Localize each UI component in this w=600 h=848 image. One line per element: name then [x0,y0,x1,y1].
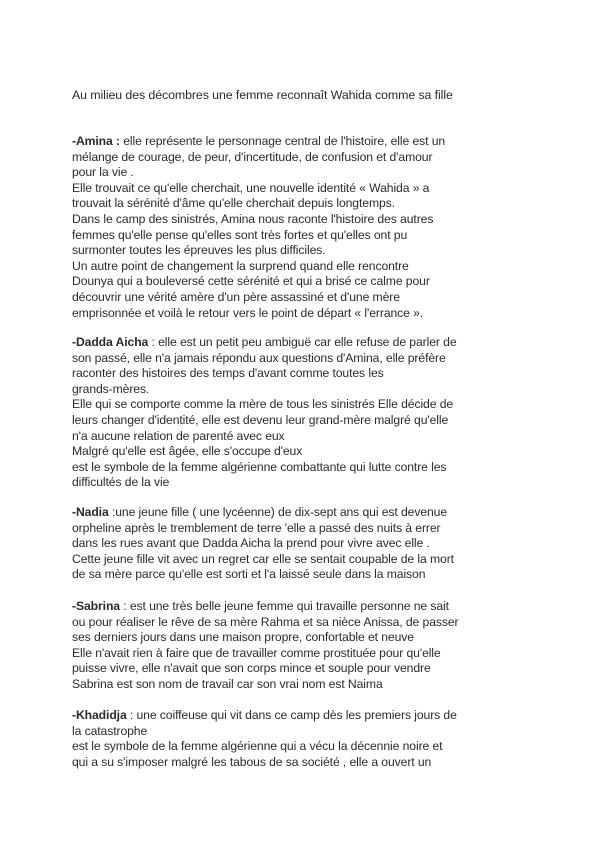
text-line: Elle n'avait rien à faire que de travailler comme prostituée pour qu'elle [72,645,441,660]
text-line: leurs changer d'identité, elle est devenu leur grand-mère malgré qu'elle [72,412,449,427]
character-name: -Nadia [72,505,109,519]
text-line: : est une très belle jeune femme qui travaille personne ne sait [119,599,449,613]
text-line: dans les rues avant que Dadda Aicha la prend pour vivre avec elle . [72,536,430,551]
text-line: n'a aucune relation de parenté avec eux [72,428,285,443]
text-line: Sabrina est son nom de travail car son vrai nom est Naima [72,676,383,691]
section-first-line [72,505,532,521]
text-line: grands-mères. [72,381,150,396]
text-line: surmonter toutes les épreuves les plus difficiles. [72,243,326,258]
text-line: femmes qu'elle pense qu'elles sont très fortes et qu'elles ont pu [72,227,408,242]
text-line: Un autre point de changement la surprend quand elle rencontre [72,258,409,273]
text-line: Elle qui se comporte comme la mère de tous les sinistrés Elle décide de [72,397,454,412]
text-line: ou pour réaliser le rêve de sa mère Rahma et sa nièce Anissa, de passer [72,614,459,629]
text-line: la catastrophe [72,723,148,738]
text-line: emprisonnée et voilà le retour vers le point de départ « l'errance ». [72,305,424,320]
character-name: -Sabrina [72,599,120,613]
text-line: qui a su s'imposer malgré les tabous de sa société , elle a ouvert un [72,754,432,769]
text-line: Elle trouvait ce qu'elle cherchait, une nouvelle identité « Wahida » a [72,180,430,195]
text-line: :une jeune fille ( une lycéenne) de dix-sept ans qui est devenue [108,505,448,519]
text-line: : une coiffeuse qui vit dans ce camp dès les premiers jours de [126,708,457,722]
section-first-line [72,134,532,150]
text-line: mélange de courage, de peur, d'incertitude, de confusion et d'amour [72,149,433,164]
text-line: de sa mère parce qu'elle est sorti et l'a laissé seule dans la maison [72,567,426,582]
character-name: -Dadda Aicha [72,335,149,349]
text-line: pour la vie . [72,165,134,180]
section-nadia [72,505,532,583]
text-line: Malgré qu'elle est âgée, elle s'occupe d'eux [72,444,303,459]
text-line: : elle est un petit peu ambiguë car elle refuse de parler de [148,335,457,349]
text-line: difficultés de la vie [72,475,170,490]
text-line: Dans le camp des sinistrés, Amina nous raconte l'histoire des autres [72,211,434,226]
text-line: ses derniers jours dans une maison propre, confortable et neuve [72,630,414,645]
section-first-line [72,335,532,351]
text-line: elle représente le personnage central de l'histoire, elle est un [119,134,446,148]
character-name: -Khadidja [72,708,127,722]
text-line: trouvait la sérénité d'âme qu'elle cherchait depuis longtemps. [72,196,395,211]
section-khadidja [72,708,532,770]
text-line: Cette jeune fille vit avec un regret car elle se sentait coupable de la mort [72,551,454,566]
section-dadda-aicha [72,335,532,491]
text-line: son passé, elle n'a jamais répondu aux questions d'Amina, elle préfère [72,350,446,365]
character-name: -Amina : [72,134,120,148]
text-line: puisse vivre, elle n'avait que son corps mince et souple pour vendre [72,661,431,676]
text-line: est le symbole de la femme algérienne qui a vécu la décennie noire et [72,739,443,754]
section-sabrina [72,599,532,693]
text-line: est le symbole de la femme algérienne combattante qui lutte contre les [72,459,447,474]
text-line: orpheline après le tremblement de terre 'elle a passé des nuits à errer [72,520,441,535]
section-first-line [72,708,532,724]
section-first-line [72,599,532,615]
text-line: raconter des histoires des temps d'avant comme toutes les [72,366,384,381]
page-title: Au milieu des décombres une femme reconnaît Wahida comme sa fille [72,88,453,102]
text-line: Dounya qui a bouleversé cette sérénité et qui a brisé ce calme pour [72,274,430,289]
text-line: découvrir une vérité amère d'un père assassiné et d'une mère [72,289,400,304]
section-amina [72,134,532,321]
